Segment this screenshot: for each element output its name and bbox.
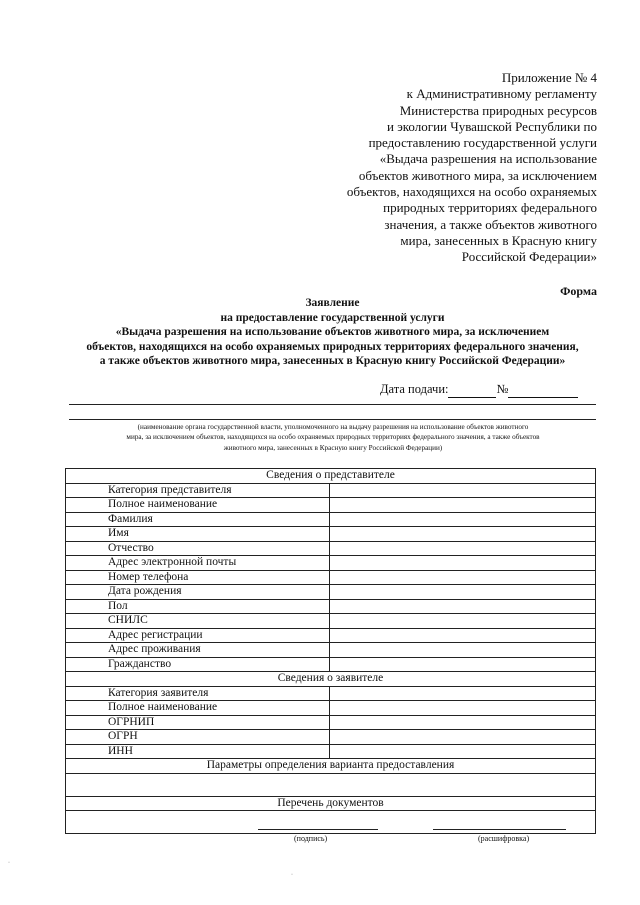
date-label: Дата подачи:: [380, 382, 449, 396]
application-table: [65, 468, 596, 834]
appendix-line: Российской Федерации»: [461, 249, 597, 265]
field-value-cell[interactable]: [330, 701, 596, 716]
appendix-line: объектов животного мира, за исключением: [358, 167, 597, 183]
field-label: Адрес регистрации: [66, 628, 330, 643]
table-row: [66, 643, 596, 658]
table-row: [66, 570, 596, 585]
table-row: [66, 599, 596, 614]
field-value-cell[interactable]: [330, 599, 596, 614]
table-row: [66, 614, 596, 629]
field-label: Категория заявителя: [66, 686, 330, 701]
field-label: Полное наименование: [66, 498, 330, 513]
field-value-cell[interactable]: [330, 730, 596, 745]
field-label: Дата рождения: [66, 585, 330, 600]
field-value-cell[interactable]: [330, 744, 596, 759]
form-label: Форма: [560, 284, 597, 298]
appendix-line: к Административному регламенту: [406, 86, 597, 102]
caption-line: мира, за исключением объектов, находящихся на особо охраняемых природных территориях федерального значения, а также объектов: [126, 433, 540, 442]
appendix-line: объектов, находящихся на особо охраняемых: [346, 184, 597, 200]
section-header-row: [66, 469, 596, 484]
field-value-cell[interactable]: [330, 657, 596, 672]
table-row: [66, 512, 596, 527]
appendix-line: Министерства природных ресурсов: [399, 102, 597, 118]
field-label: Имя: [66, 527, 330, 542]
field-value-cell[interactable]: [330, 585, 596, 600]
field-label: Полное наименование: [66, 701, 330, 716]
documents-row: [66, 811, 596, 834]
signature-line[interactable]: [258, 829, 378, 830]
table-row: [66, 701, 596, 716]
title-line: а также объектов животного мира, занесенных в Красную книгу Российской Федерации»: [99, 355, 566, 368]
authority-line-1[interactable]: [69, 404, 596, 405]
table-row: [66, 715, 596, 730]
decode-line[interactable]: [433, 829, 566, 830]
parameters-header: Параметры определения варианта предоставления: [66, 759, 596, 774]
table-row: [66, 541, 596, 556]
table-row: [66, 730, 596, 745]
scan-dot: ·: [8, 860, 10, 866]
table-row: [66, 556, 596, 571]
field-label: СНИЛС: [66, 614, 330, 629]
appendix-line: и экологии Чувашской Республики по: [386, 118, 597, 134]
signature-label: (подпись): [294, 834, 328, 843]
field-value-cell[interactable]: [330, 628, 596, 643]
parameters-row: [66, 773, 596, 796]
appendix-line: предоставлению государственной услуги: [368, 135, 597, 151]
representative-header: Сведения о представителе: [66, 469, 596, 484]
number-sign: №: [496, 382, 509, 396]
table-row: [66, 628, 596, 643]
appendix-line: Приложение № 4: [501, 70, 597, 85]
field-value-cell[interactable]: [330, 643, 596, 658]
field-label: ИНН: [66, 744, 330, 759]
field-label: ОГРН: [66, 730, 330, 745]
caption-line: животного мира, занесенных в Красную книгу Российской Федерации): [223, 443, 443, 452]
parameters-value-cell[interactable]: [66, 773, 596, 796]
authority-caption: [72, 422, 594, 453]
appendix-line: природных территориях федерального: [383, 200, 597, 216]
table-row: [66, 744, 596, 759]
appendix-line: значения, а также объектов животного: [384, 216, 597, 232]
field-label: Гражданство: [66, 657, 330, 672]
decode-label: (расшифровка): [478, 834, 530, 843]
field-value-cell[interactable]: [330, 512, 596, 527]
field-value-cell[interactable]: [330, 570, 596, 585]
field-label: Адрес проживания: [66, 643, 330, 658]
title-line: объектов, находящихся на особо охраняемых природных территориях федерального значения,: [86, 340, 579, 353]
table-row: [66, 483, 596, 498]
table-row: [66, 585, 596, 600]
document-title: [60, 296, 605, 369]
table-row: [66, 498, 596, 513]
documents-header: Перечень документов: [66, 796, 596, 811]
field-label: Пол: [66, 599, 330, 614]
table-row: [66, 527, 596, 542]
authority-line-2[interactable]: [69, 419, 596, 420]
title-line: Заявление: [305, 297, 360, 309]
field-value-cell[interactable]: [330, 527, 596, 542]
field-label: Номер телефона: [66, 570, 330, 585]
field-label: Фамилия: [66, 512, 330, 527]
section-header-row: [66, 759, 596, 774]
appendix-block: [297, 70, 597, 266]
appendix-line: мира, занесенных в Красную книгу: [400, 232, 597, 248]
applicant-header: Сведения о заявителе: [66, 672, 596, 687]
caption-line: (наименование органа государственной власти, уполномоченного на выдачу разрешения на использование объектов животного: [137, 423, 529, 431]
field-label: ОГРНИП: [66, 715, 330, 730]
title-line: «Выдача разрешения на использование объектов животного мира, за исключением: [115, 326, 550, 339]
field-value-cell[interactable]: [330, 483, 596, 498]
field-label: Адрес электронной почты: [66, 556, 330, 571]
section-header-row: [66, 796, 596, 811]
field-label: Отчество: [66, 541, 330, 556]
table-row: [66, 657, 596, 672]
field-value-cell[interactable]: [330, 715, 596, 730]
scan-dot: ·: [291, 872, 293, 878]
section-header-row: [66, 672, 596, 687]
table-row: [66, 686, 596, 701]
number-field[interactable]: [508, 382, 578, 398]
field-value-cell[interactable]: [330, 556, 596, 571]
documents-value-cell[interactable]: [66, 811, 596, 834]
submission-date-line: [380, 382, 578, 398]
field-value-cell[interactable]: [330, 614, 596, 629]
field-value-cell[interactable]: [330, 541, 596, 556]
field-label: Категория представителя: [66, 483, 330, 498]
title-line: на предоставление государственной услуги: [220, 311, 445, 324]
date-field[interactable]: [448, 382, 496, 398]
appendix-line: «Выдача разрешения на использование: [379, 151, 597, 167]
field-value-cell[interactable]: [330, 498, 596, 513]
field-value-cell[interactable]: [330, 686, 596, 701]
